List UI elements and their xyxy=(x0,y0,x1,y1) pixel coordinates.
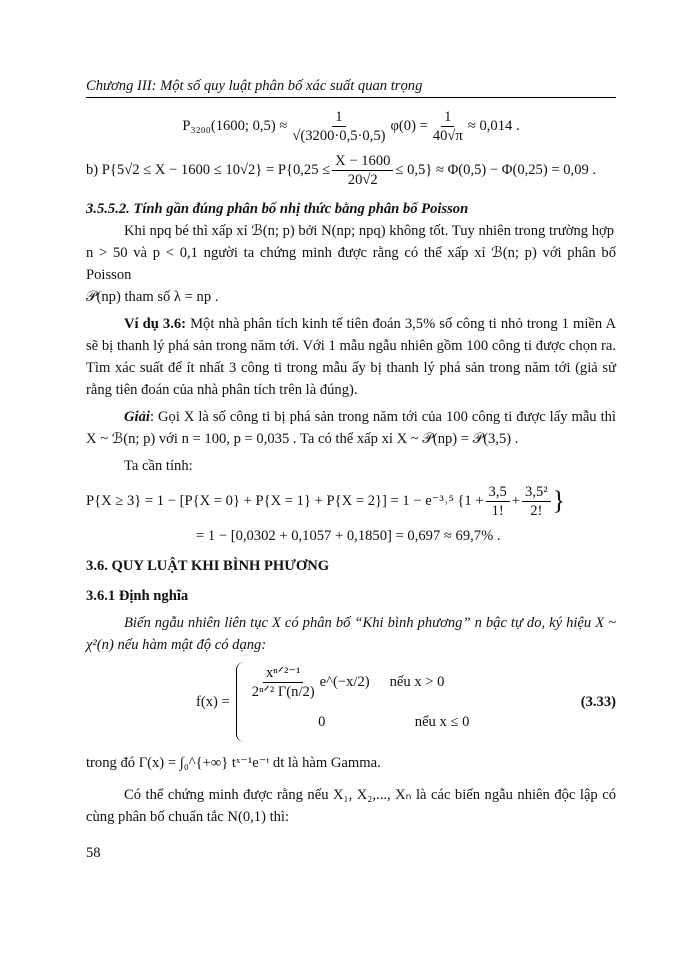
plus-sign: + xyxy=(511,493,521,509)
example-text: Một nhà phân tích kinh tế tiên đoán 3,5% số công ti nhỏ trong 1 miền A sẽ bị thanh lý phá sản trong năm tới. Với 1 mẫu ngẫu nhiên gồm 100 công ti được chọn ra. Tìm xác suất để ít nhất 3 công ti trong mẫu ấy bị thanh lý phá sản trong năm tới (giả sử rằng tiên đoán của nhà phân tích trên là đúng). xyxy=(86,316,616,398)
eqP-lhs: P{X ≥ 3} = 1 − [P{X = 0} + P{X = 1} + P{X = 2}] = 1 − e⁻³˒⁵ {1 + xyxy=(86,493,484,509)
eqb-rhs: ≤ 0,5} ≈ Φ(0,5) − Φ(0,25) = 0,09 . xyxy=(395,162,597,178)
section-heading-361: 3.6.1 Định nghĩa xyxy=(86,588,189,604)
piecewise-function xyxy=(196,662,469,742)
eqP-fraction-2 xyxy=(522,483,551,520)
example-paragraph xyxy=(86,313,616,401)
closing-brace: } xyxy=(552,486,566,515)
denominator: √(3200·0,5·0,5) xyxy=(292,127,386,144)
definition-paragraph: Biến ngẫu nhiên liên tục X có phân bố “Khi bình phương” n bậc tự do, ký hiệu X ~ χ²(n) nếu hàm mật độ có dạng: xyxy=(86,615,616,653)
equation-normal-approx xyxy=(86,106,616,146)
numerator: 1 xyxy=(441,108,454,127)
gamma-definition xyxy=(86,752,616,774)
solution-paragraph xyxy=(86,406,616,450)
chapter-header: Chương III: Một số quy luật phân bố xác suất quan trọng xyxy=(86,78,616,98)
equation-poisson-result: = 1 − [0,0302 + 0,1057 + 0,1850] = 0,697 ≈ 69,7% . xyxy=(196,528,501,544)
gamma-pre: trong đó xyxy=(86,755,136,771)
numerator: X − 1600 xyxy=(332,152,393,171)
condition-positive: nếu x > 0 xyxy=(389,673,445,690)
numerator: 3,5 xyxy=(486,483,510,502)
closing-paragraph: Có thể chứng minh được rằng nếu X₁, X₂,..., Xₙ là các biến ngẫu nhiên độc lập có cùng phân bố chuẩn tắc N(0,1) thì: xyxy=(86,787,616,825)
eqP-fraction-1 xyxy=(486,483,510,520)
numerator: xⁿᐟ²⁻¹ xyxy=(263,664,304,683)
eq1-fraction-2 xyxy=(430,108,466,145)
section-heading-36: 3.6. QUY LUẬT KHI BÌNH PHƯƠNG xyxy=(86,558,330,574)
page-number: 58 xyxy=(86,845,101,861)
solution-text: : Gọi X là số công ti bị phá sản trong năm tới của 100 công ti được lấy mẫu thì X ~ ℬ(n; p) với n = 100, p = 0,035 . Ta có thể xấp xỉ X ~ 𝒫(np) = 𝒫(3,5) . xyxy=(86,409,616,447)
paragraph-poisson-3: 𝒫(np) tham số λ = np . xyxy=(86,289,219,305)
eq333-lhs: f(x) = xyxy=(196,693,230,710)
cases-brace xyxy=(236,662,470,742)
equation-poisson xyxy=(86,481,616,521)
eq1-mid: φ(0) = xyxy=(390,118,428,134)
eqb-fraction xyxy=(332,152,393,189)
eq1-lhs: P₃₂₀₀(1600; 0,5) ≈ xyxy=(182,118,288,134)
denominator: 40√π xyxy=(432,127,463,144)
denominator: 2! xyxy=(530,502,543,519)
page-content xyxy=(86,0,616,884)
section-heading-3552: 3.5.5.2. Tính gần đúng phân bố nhị thức bằng phân bố Poisson xyxy=(86,201,469,217)
equation-b xyxy=(86,150,616,190)
zero-case: 0 xyxy=(318,713,326,730)
gamma-post: là hàm Gamma. xyxy=(287,755,381,771)
need-to-compute: Ta cần tính: xyxy=(124,458,193,474)
paragraph-poisson-2: n > 50 và p < 0,1 người ta chứng minh được rằng có thể xấp xỉ ℬ(n; p) với phân bố Poisson xyxy=(86,245,616,283)
eq1-rhs: ≈ 0,014 . xyxy=(467,118,520,134)
eqb-lhs: b) P{5√2 ≤ X − 1600 ≤ 10√2} = P{0,25 ≤ xyxy=(86,162,331,178)
condition-nonpositive: nếu x ≤ 0 xyxy=(414,713,470,730)
density-fraction xyxy=(249,664,318,701)
solution-label: Giải xyxy=(124,409,150,425)
denominator: 1! xyxy=(491,502,504,519)
eq1-fraction-1 xyxy=(289,108,388,145)
paragraph-poisson-1: Khi npq bé thì xấp xỉ ℬ(n; p) bởi N(np; npq) không tốt. Tuy nhiên trong trường hợp xyxy=(124,223,615,239)
example-label: Ví dụ 3.6: xyxy=(124,316,187,332)
denominator: 20√2 xyxy=(347,171,378,188)
exponent-term: e^(−x/2) xyxy=(319,673,370,690)
numerator: 1 xyxy=(332,108,345,127)
gamma-formula: Γ(x) = ∫₀^{+∞} tˣ⁻¹e⁻ᵗ dt xyxy=(138,755,285,771)
equation-3-33 xyxy=(86,662,616,742)
numerator: 3,5² xyxy=(522,483,551,502)
denominator: 2ⁿᐟ² Γ(n/2) xyxy=(251,683,315,700)
equation-number: (3.33) xyxy=(580,693,616,710)
